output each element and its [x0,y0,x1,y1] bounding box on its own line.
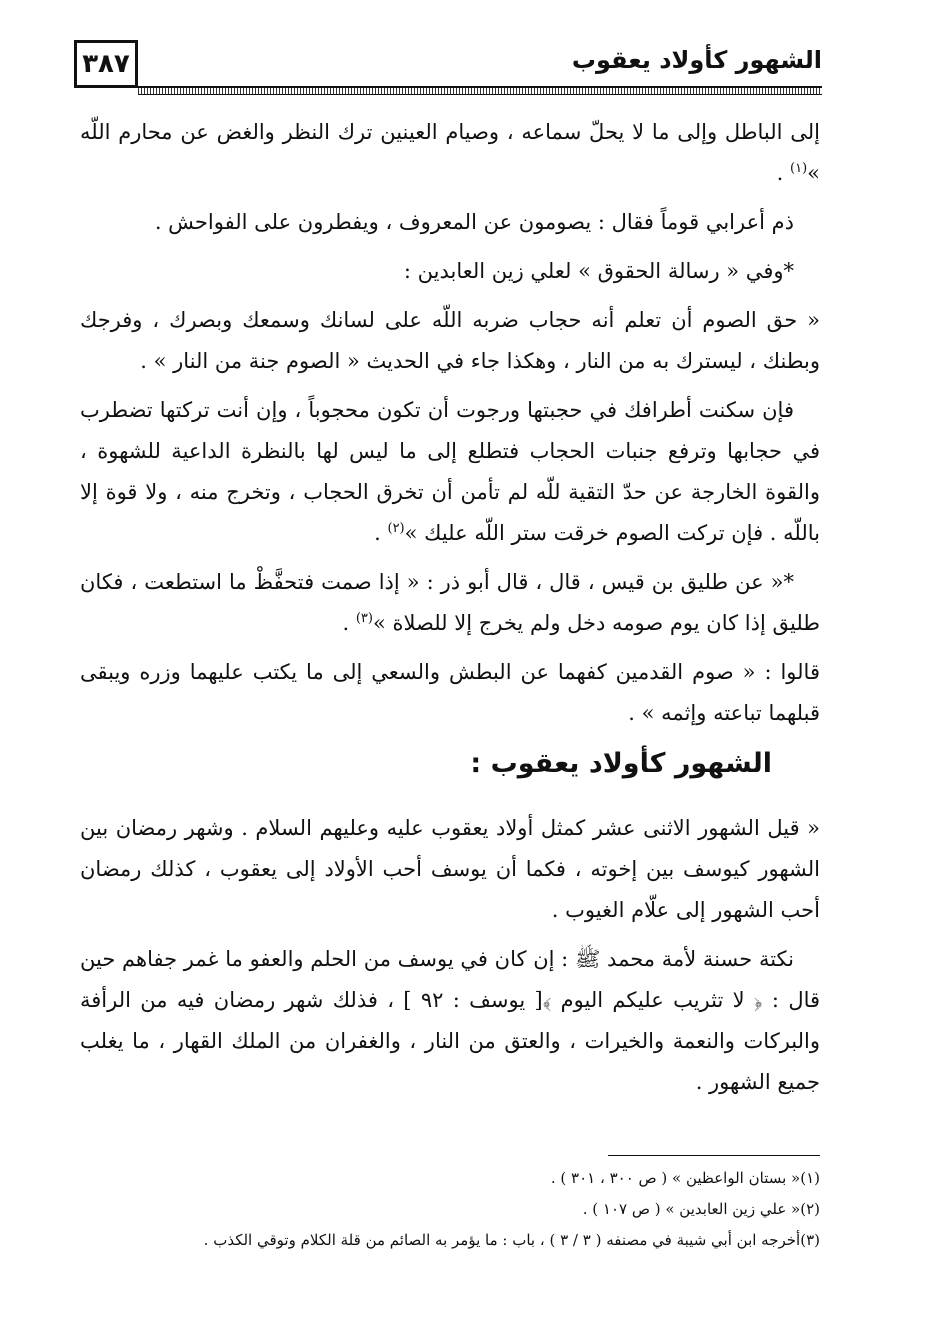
paragraph: نكتة حسنة لأمة محمد ﷺ : إن كان في يوسف من الحلم والعفو ما غمر جفاهم حين قال : ﴿ لا تثريب عليكم اليوم ﴾[ يوسف : ٩٢ ] ، فذلك شهر رمضان فيه من الرأفة والبركات والنعمة والخيرات ، والعتق من النار ، والغفران من الملك القهار ، ما يغلب جميع الشهور . [80,947,821,1094]
footnote-divider [608,1155,820,1156]
paragraph: « حق الصوم أن تعلم أنه حجاب ضربه اللّه على لسانك وسمعك وبصرك ، وفرجك وبطنك ، ليسترك به من النار ، وهكذا جاء في الحديث « الصوم جنة من النار » . [80,308,820,373]
footnote-ref: (٢) [387,521,405,536]
footnote-ref: (٣) [355,611,373,626]
paragraph: إلى الباطل وإلى ما لا يحلّ سماعه ، وصيام العينين ترك النظر والغض عن محارم اللّه »$^{(١)}$ . [80,120,820,185]
paragraph: ذم أعرابي قوماً فقال : يصومون عن المعروف ، ويفطرون على الفواحش . [154,210,794,234]
header-rule [138,86,822,95]
footnote-ref: (١) [790,161,808,176]
paragraph: قالوا : « صوم القدمين كفهما عن البطش والسعي إلى ما يكتب عليهما وزره ويبقى قبلهما تباعته وإثمه » . [80,660,820,725]
main-text [80,112,820,1111]
footnote: (٣)أخرجه ابن أبي شيبة في مصنفه ( ٣ / ٣ ) ، باب : ما يؤمر به الصائم من قلة الكلام وتوقي الكذب . [203,1231,820,1249]
footnote: (١)« بستان الواعظين » ( ص ٣٠٠ ، ٣٠١ ) . [550,1169,820,1187]
footnotes [80,1163,820,1256]
running-title: الشهور كأولاد يعقوب [571,46,822,74]
page-number: ٣٨٧ [74,40,138,88]
paragraph: « قيل الشهور الاثنى عشر كمثل أولاد يعقوب عليه وعليهم السلام . وشهر رمضان بين الشهور كيوسف بين إخوته ، فكما أن يوسف أحب الأولاد إلى يعقوب ، كذلك رمضان أحب الشهور إلى علّام الغيوب . [80,816,820,922]
section-heading: الشهور كأولاد يعقوب : [470,748,772,779]
paragraph: فإن سكنت أطرافك في حجبتها ورجوت أن تكون محجوباً ، وإن أنت تركتها تضطرب في حجابها وترفع جنبات الحجاب فتطلع إلى ما ليس لها بالنظرة الداعية للشهوة ، والقوة الخارجة عن حدّ التقية للّه لم تأمن أن تخرق الحجاب ، وتخرج منه ، ولا قوة إلا باللّه . فإن تركت الصوم خرقت ستر اللّه عليك »$^{(٢)}$ . [80,398,820,545]
page-header [74,40,822,92]
paragraph: *وفي « رسالة الحقوق » لعلي زين العابدين : [403,259,794,283]
paragraph: *« عن طليق بن قيس ، قال ، قال أبو ذر : « إذا صمت فتحفَّظْ ما استطعت ، فكان طليق إذا كان يوم صومه دخل ولم يخرج إلا للصلاة »$^{(٣)}$ . [80,570,820,635]
footnote: (٢)« علي زين العابدين » ( ص ١٠٧ ) . [582,1200,820,1218]
